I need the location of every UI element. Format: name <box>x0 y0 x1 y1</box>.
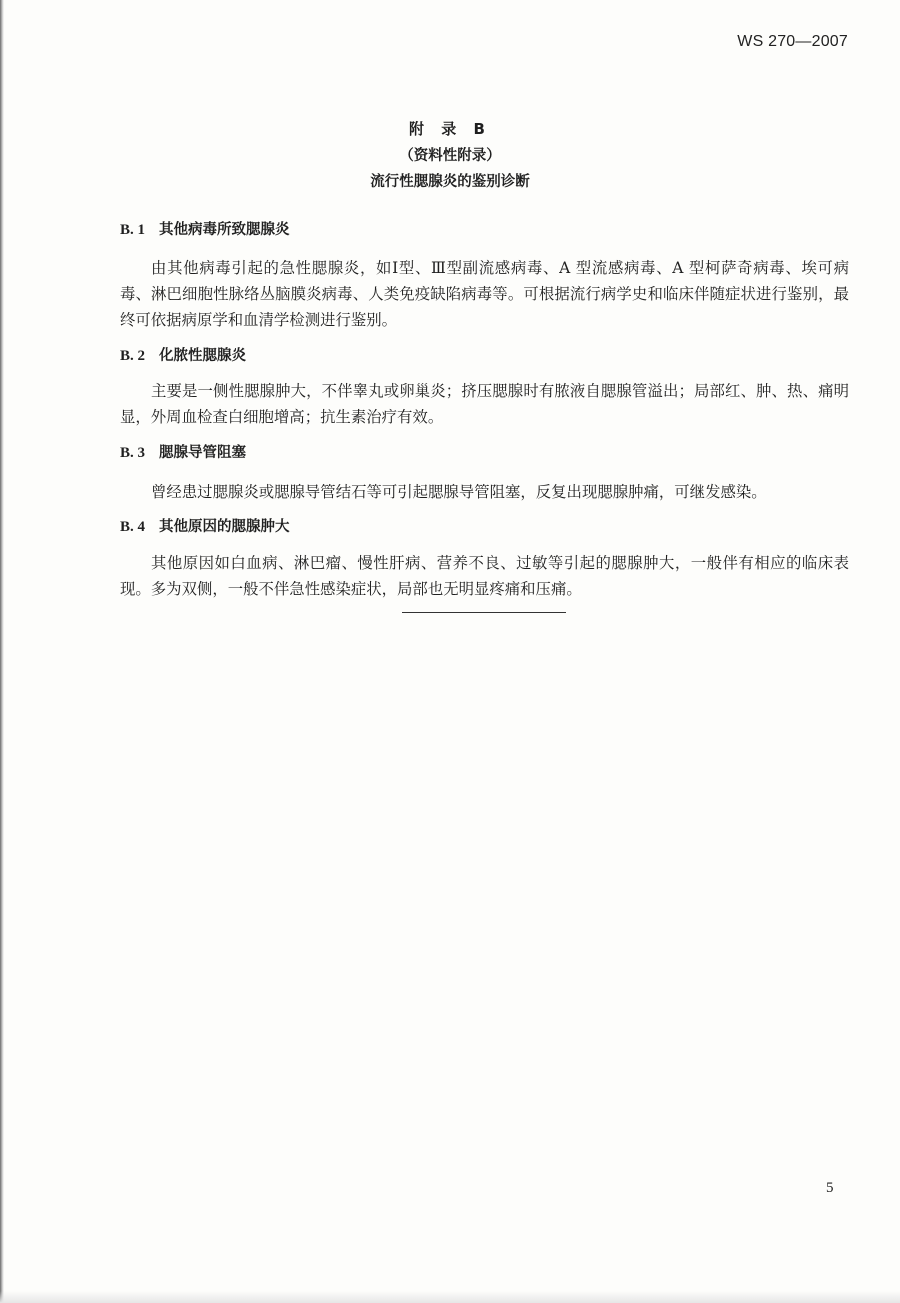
section-title: 化脓性腮腺炎 <box>159 348 247 364</box>
scan-bottom-edge <box>0 1291 900 1303</box>
section-number: B. 3 <box>120 445 146 461</box>
section-title: 其他病毒所致腮腺炎 <box>159 222 290 238</box>
standard-code: WS 270—2007 <box>737 33 848 50</box>
section-heading <box>120 441 246 462</box>
section-paragraph: 主要是一侧性腮腺肿大，不伴睾丸或卵巢炎；挤压腮腺时有脓液自腮腺管溢出；局部红、肿、热、痛明显，外周血检查白细胞增高；抗生素治疗有效。 <box>120 382 849 426</box>
section-heading <box>120 344 246 365</box>
appendix-label: 附 录 B <box>409 120 491 138</box>
scan-left-edge <box>0 0 4 1303</box>
section-paragraph: 曾经患过腮腺炎或腮腺导管结石等可引起腮腺导管阻塞，反复出现腮腺肿痛，可继发感染。 <box>151 483 767 501</box>
appendix-title: 流行性腮腺炎的鉴别诊断 <box>370 174 530 190</box>
section-heading <box>120 218 290 239</box>
section-number: B. 4 <box>120 519 146 535</box>
appendix-type: （资料性附录） <box>399 148 501 164</box>
section-number: B. 1 <box>120 222 146 238</box>
section-number: B. 2 <box>120 348 146 364</box>
end-rule <box>402 612 566 613</box>
section-title: 其他原因的腮腺肿大 <box>159 519 290 535</box>
section-heading <box>120 515 290 536</box>
section-paragraph: 由其他病毒引起的急性腮腺炎，如Ⅰ型、Ⅲ型副流感病毒、A 型流感病毒、A 型柯萨奇病毒、埃可病毒、淋巴细胞性脉络丛脑膜炎病毒、人类免疫缺陷病毒等。可根据流行病学史和临床伴随症状进行鉴别，最终可依据病原学和血清学检测进行鉴别。 <box>120 259 849 329</box>
section-title: 腮腺导管阻塞 <box>159 445 247 461</box>
section-paragraph: 其他原因如白血病、淋巴瘤、慢性肝病、营养不良、过敏等引起的腮腺肿大，一般伴有相应的临床表现。多为双侧，一般不伴急性感染症状，局部也无明显疼痛和压痛。 <box>120 554 849 598</box>
page-number: 5 <box>826 1180 834 1196</box>
